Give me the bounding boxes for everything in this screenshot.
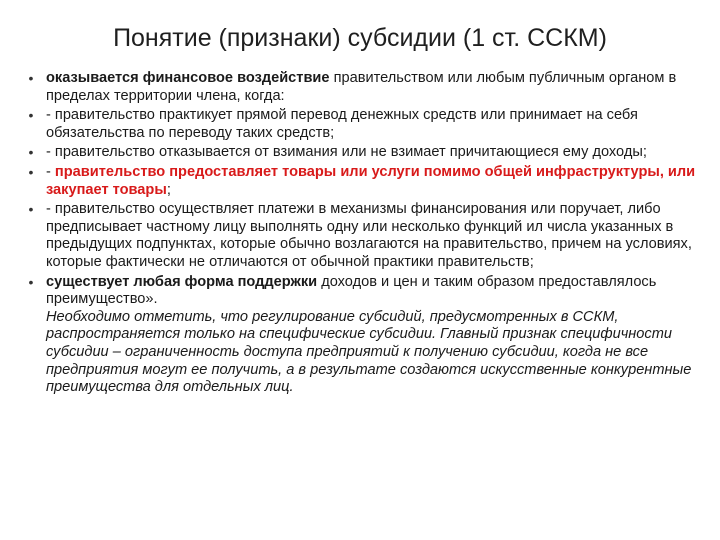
bullet-icon: •: [28, 70, 34, 86]
bullet-item-direct-transfer: [24, 107, 708, 142]
bullet-item-support-form: [24, 274, 708, 397]
bullet-bold-text: оказывается финансовое воздействие: [46, 70, 330, 86]
bullet-suffix: ;: [166, 181, 171, 198]
bullet-highlight-text: правительство предоставляет товары или услуги помимо общей инфраструктуры, или закупает товары: [46, 163, 696, 198]
bullet-text: - правительство отказывается от взимания или не взимает причитающиеся ему доходы;: [46, 144, 647, 161]
bullet-item-funding-mechanism: [24, 201, 708, 271]
bullet-text: доходов и цен и таким образом предоставлялось преимущество».: [46, 273, 657, 308]
bullet-icon: •: [28, 144, 34, 161]
bullet-prefix: -: [46, 163, 55, 180]
bullet-list: [24, 70, 708, 399]
bullet-text: - правительство практикует прямой перевод денежных средств или принимает на себя обязательства по переводу таких средств;: [46, 107, 638, 141]
bullet-text: правительством или любым публичным органом в пределах территории члена, когда:: [46, 70, 677, 104]
specificity-note: Необходимо отметить, что регулирование субсидий, предусмотренных в ССКМ, распространяется только на специфические субсидии. Главный признак специфичности субсидии – ограниченность доступа предприятий к получению субсидии, когда не все предприятия могут ее получить, а в результате создаются искусственные конкурентные преимущества для отдельных лиц.: [46, 308, 692, 396]
bullet-bold-text: существует любая форма поддержки: [46, 273, 318, 290]
bullet-icon: •: [28, 201, 34, 218]
bullet-item-financial-contribution: [24, 70, 708, 105]
bullet-icon: •: [28, 273, 34, 290]
bullet-item-goods-services: [24, 164, 708, 199]
bullet-text: - правительство осуществляет платежи в механизмы финансирования или поручает, либо предписывает частному лицу выполнять одну или несколько функций ил числа указанных в предыдущих подпунктах, которые обычно возлагаются на правительство, причем на условиях, которые фактически не отличаются от обычной практики правительств;: [46, 201, 692, 270]
bullet-icon: •: [28, 107, 34, 124]
bullet-icon: •: [28, 163, 34, 180]
slide-title: Понятие (признаки) субсидии (1 ст. ССКМ): [113, 24, 607, 52]
bullet-item-revenue-forgone: [24, 144, 708, 162]
